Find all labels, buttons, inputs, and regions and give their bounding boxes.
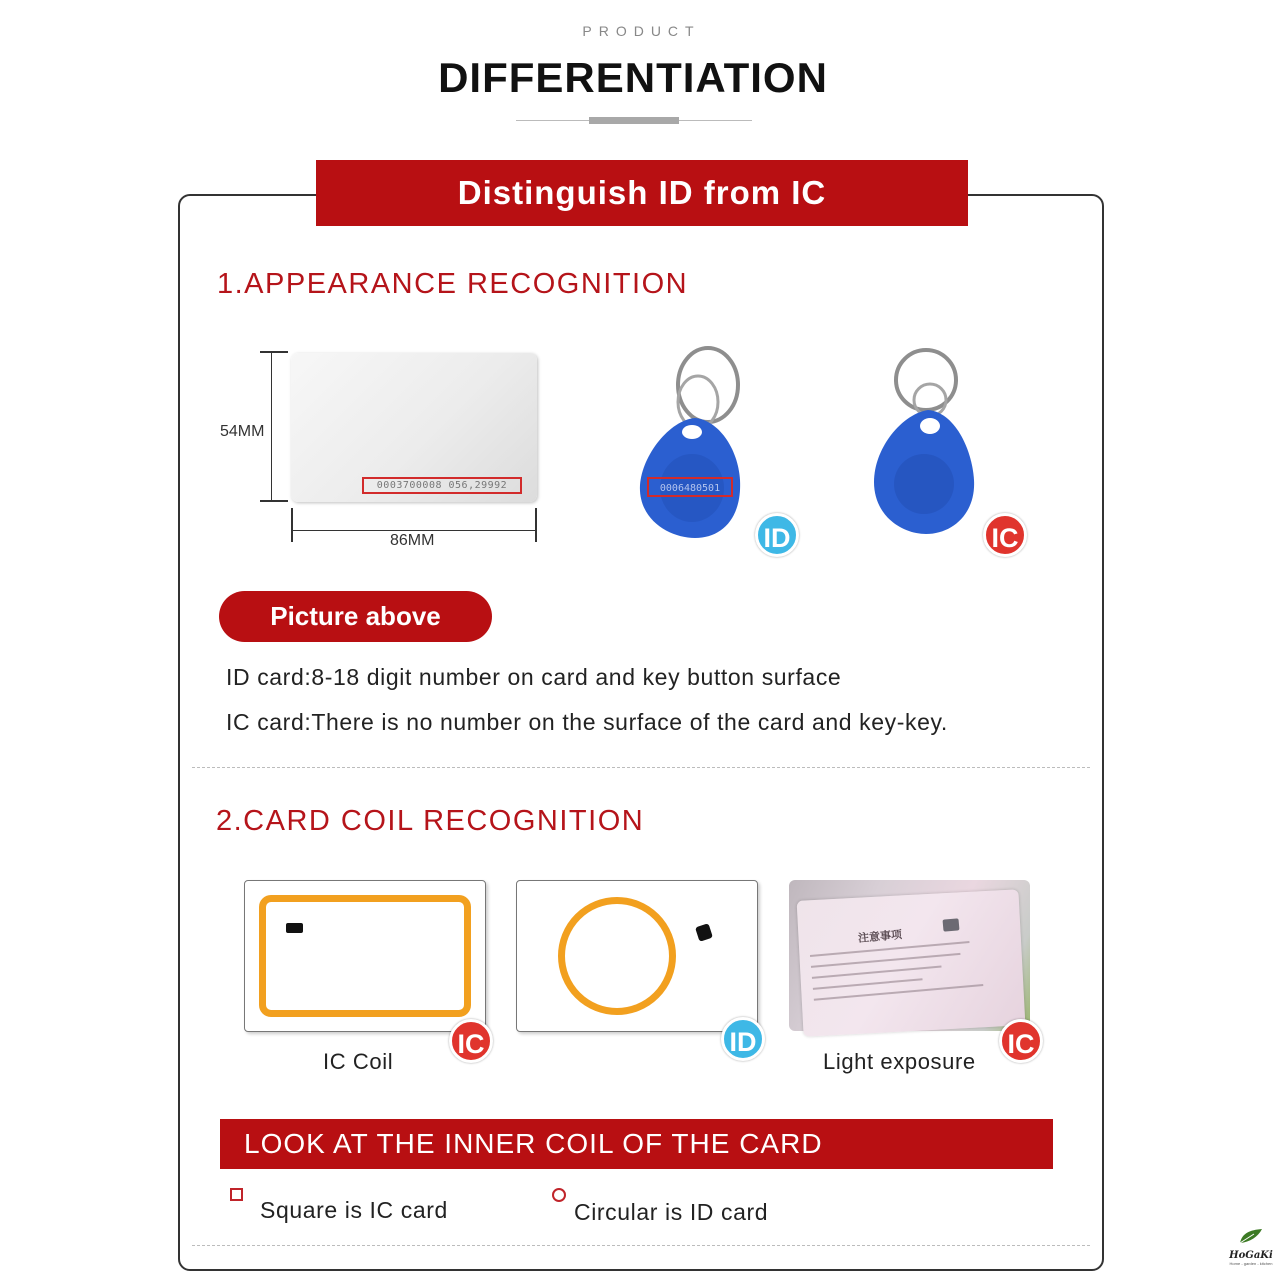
id-keyfob-image <box>630 340 760 560</box>
picture-above-pill: Picture above <box>219 591 492 642</box>
logo-tagline: Home - garden - kitchen <box>1229 1261 1273 1266</box>
title-divider-accent <box>589 117 679 124</box>
dimension-cap <box>260 351 288 353</box>
id-badge: ID <box>755 513 799 557</box>
ic-keyfob-image <box>860 340 990 560</box>
id-badge: ID <box>721 1017 765 1061</box>
card-width-label: 86MM <box>390 532 435 549</box>
card-number-highlight: 0003700008 056,29992 <box>362 477 522 494</box>
brand-logo <box>1224 1227 1278 1279</box>
page-title: DIFFERENTIATION <box>438 54 828 101</box>
dimension-cap <box>291 508 293 542</box>
keyfob-number: 0006480501 <box>659 483 721 494</box>
section-title-coil: 2.CARD COIL RECOGNITION <box>216 805 645 837</box>
logo-name: HoGaKi <box>1229 1250 1273 1261</box>
banner-title: Distinguish ID from IC <box>316 160 968 226</box>
circle-marker-icon <box>552 1188 566 1202</box>
ic-badge: IC <box>449 1019 493 1063</box>
inner-coil-bar: LOOK AT THE INNER COIL OF THE CARD <box>220 1119 1053 1169</box>
section-title-appearance: 1.APPEARANCE RECOGNITION <box>217 268 689 300</box>
chip <box>286 923 303 933</box>
dimension-line-horizontal <box>291 530 537 531</box>
photo-card-heading: 注意事项 <box>857 929 903 945</box>
ic-badge: IC <box>983 513 1027 557</box>
section-divider <box>192 767 1090 768</box>
card-height-label: 54MM <box>220 423 265 440</box>
legend-circle-text: Circular is ID card <box>574 1199 769 1225</box>
ic-card-description: IC card:There is no number on the surface of the card and key-key. <box>226 709 948 735</box>
dimension-cap <box>535 508 537 542</box>
square-marker-icon <box>230 1188 243 1201</box>
photo-chip <box>943 918 960 931</box>
square-coil <box>259 895 471 1017</box>
legend-square-text: Square is IC card <box>260 1197 448 1223</box>
ic-coil-label: IC Coil <box>323 1049 394 1074</box>
id-card-description: ID card:8-18 digit number on card and key button surface <box>226 664 842 690</box>
header-kicker: PRODUCT <box>582 23 701 39</box>
circular-coil <box>558 897 676 1015</box>
dimension-line-vertical <box>271 353 272 502</box>
dimension-cap <box>260 500 288 502</box>
bottom-divider <box>192 1245 1090 1246</box>
leaf-icon <box>1236 1227 1266 1245</box>
light-exposure-label: Light exposure <box>823 1049 976 1074</box>
ic-badge: IC <box>999 1019 1043 1063</box>
